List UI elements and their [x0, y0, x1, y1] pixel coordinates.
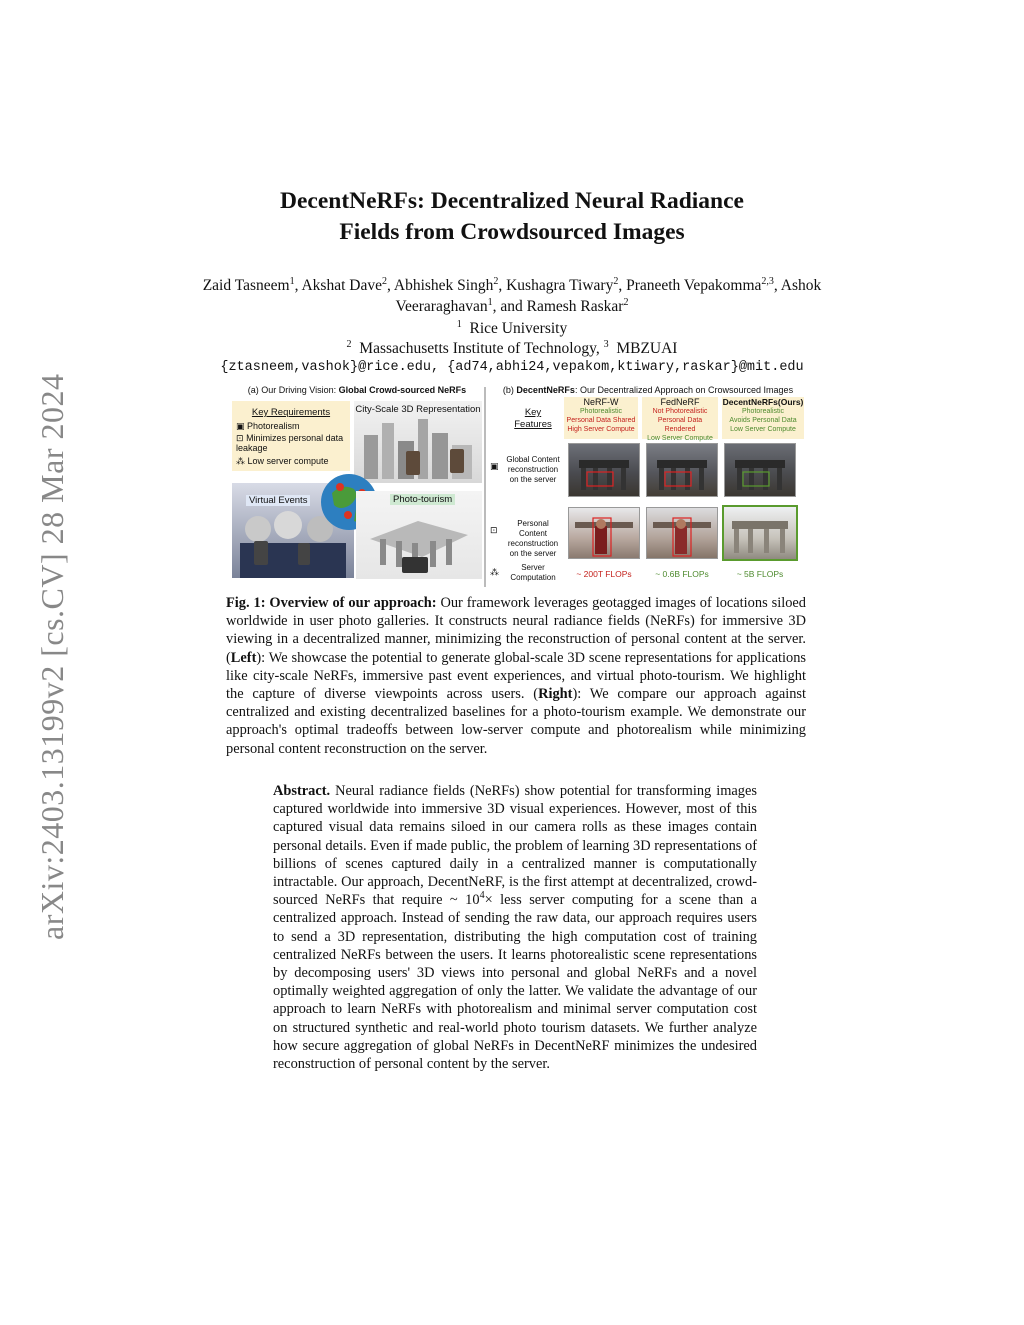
left-title-bold: Global Crowd-sourced NeRFs: [338, 385, 467, 395]
key-requirements-box: [232, 401, 350, 471]
caption-right-emphasis: Right: [538, 686, 573, 703]
image-icon: ▣: [490, 461, 499, 471]
nerfw-personal-render: [568, 507, 640, 559]
author-affil: 2: [613, 275, 619, 287]
fednerf-personal-render: [646, 507, 718, 559]
method-name: FedNeRF: [660, 397, 700, 407]
author: Ramesh Raskar: [526, 298, 624, 315]
author-affil: 2: [623, 296, 629, 308]
author: Akshat Dave: [301, 277, 382, 294]
affil-sup: 2: [346, 338, 352, 350]
nerfw-flops: ~ 200T FLOPs: [576, 569, 632, 579]
author-affil: 2: [493, 275, 499, 287]
title-line-2: Fields from Crowdsourced Images: [339, 219, 685, 245]
fednerf-global-render: [646, 443, 718, 497]
title-line-1: DecentNeRFs: Decentralized Neural Radiance: [280, 188, 744, 214]
method-feature: Low Server Compute: [730, 426, 796, 433]
paper-title: [0, 186, 1024, 248]
method-feature: High Server Compute: [567, 426, 635, 433]
gate-render-icon: [725, 444, 795, 496]
caption-text: Our framework leverages geotagged images of locations siloed worldwide in user photo galleries. It constructs neural radiance fields (NeRFs) for immersive 3D viewing in a decentralized manner, minimizing the reconstruction of personal content at the server. (: [226, 595, 806, 666]
abstract-exponent: 4: [479, 890, 485, 902]
author: Ashok Veeraraghavan: [395, 277, 822, 315]
right-title-rest: : Our Decentralized Approach on Crowsourced Images: [574, 385, 794, 395]
method-feature: Photorealistic: [741, 408, 785, 415]
author: Zaid Tasneem: [202, 277, 290, 294]
caption-text: ): We compare our approach against centralized and existing decentralized baselines for a photo-tourism example. We demonstrate our approach's optimal tradeoffs between low-server compute and photorealism while minimizing personal content reconstruction on the server.: [226, 686, 807, 757]
caption-left-emphasis: Left: [230, 649, 257, 666]
right-title-prefix: (b): [502, 385, 517, 395]
right-panel-title: [490, 385, 806, 395]
affil-sup: 3: [603, 338, 609, 350]
abstract-text: × less server computing for a scene than a centralized approach. Instead of sending the raw data, our approach requires users to send a 3D representation, distributing the high computation cost of training centralized NeRFs between the users. It learns photorealistic scene representations by decomposing users' 3D views into personal and global NeRFs and a novel optimally weighted aggregation of only the latter. We validate the advantage of our approach to learn NeRFs with photorealism and minimal server computation cost on structured synthetic and real-world photo tourism datasets. We further analyze how secure aggregation of global NeRFs in DecentNeRF minimizes the undesired reconstruction of personal content by the server.: [273, 892, 757, 1073]
image-icon: ▣: [236, 421, 245, 431]
author-emails: {ztasneem,vashok}@rice.edu, {ad74,abhi24,vepakom,ktiwary,raskar}@mit.edu: [220, 360, 804, 375]
affil-mit-name: Massachusetts Institute of Technology,: [359, 340, 600, 357]
photo-tourism-label: Photo-tourism: [390, 494, 455, 505]
author-affil: 2: [381, 275, 387, 287]
lock-icon: ⊡: [236, 433, 244, 443]
row-label-text: Server Computation: [510, 563, 556, 582]
abstract-text: Neural radiance fields (NeRFs) show potential for transforming images captured worldwide into immersive 3D visual experiences. However, most of this captured visual data remains siloed in our camera rolls as these images contain personal details. Even if made public, the problem of learning 3D representations of billions of scenes captured daily in a centralized manner is computationally intractable. Our approach, DecentNeRF, is the first attempt at decentralized, crowd-sourced NeRFs that require ~ 10: [273, 783, 757, 909]
photo-tourism-image: [356, 491, 482, 579]
affiliation-mit-mbzuai: [0, 340, 1024, 358]
method-feature: Personal Data Rendered: [657, 417, 703, 433]
abstract-label: Abstract.: [273, 783, 331, 799]
method-header-nerfw: [564, 397, 638, 439]
person-render-icon: [569, 508, 639, 558]
requirement-text: Photorealism: [247, 421, 300, 431]
method-name: NeRF-W: [583, 397, 619, 407]
right-title-bold: DecentNeRFs: [516, 385, 575, 395]
figure-1: [228, 383, 806, 588]
author-affil: 1: [289, 275, 295, 287]
ours-global-render: [724, 443, 796, 497]
key-features-label: Key Features: [514, 407, 552, 430]
affil-mbzuai-name: MBZUAI: [616, 340, 678, 357]
lock-icon: ⊡: [490, 525, 498, 535]
author-affil: 2,3: [761, 275, 774, 287]
caption-text: ): We showcase the potential to generate global-scale 3D scene representations for applications like city-scale NeRFs, immersive past event experiences, and virtual photo-tourism. We highlight the capture of diverse viewpoints across users. (: [226, 649, 806, 703]
method-name: DecentNeRFs(Ours): [722, 397, 804, 407]
author: Praneeth Vepakomma: [626, 277, 762, 294]
gate-render-icon: [569, 444, 639, 496]
requirement-data-leakage: [236, 433, 344, 453]
affil-rice-name: Rice University: [469, 320, 568, 337]
ours-flops: ~ 5B FLOPs: [736, 569, 784, 579]
method-feature: Personal Data Shared: [566, 417, 636, 424]
method-feature: Low Server Compute: [647, 435, 713, 442]
arxiv-identifier: arXiv:2403.13199v2 [cs.CV] 28 Mar 2024: [34, 373, 70, 940]
method-feature: Photorealistic: [579, 408, 623, 415]
caption-heading: Overview of our approach:: [269, 595, 437, 611]
affiliation-rice: [0, 320, 1024, 338]
requirement-server: [236, 456, 329, 466]
requirement-text: Minimizes personal data leakage: [236, 433, 344, 453]
author-affil: 1: [487, 296, 493, 308]
ours-personal-render: [722, 505, 798, 561]
figure-caption: [226, 594, 806, 758]
person-render-icon: [647, 508, 717, 558]
author: Abhishek Singh: [393, 277, 494, 294]
row-label-text: Global Content reconstruction on the server: [506, 455, 560, 484]
network-icon: ⁂: [490, 567, 499, 577]
nerfw-global-render: [568, 443, 640, 497]
row-label-personal: [490, 519, 562, 559]
row-label-global: [490, 455, 562, 485]
left-panel-title: [230, 385, 484, 395]
author: Kushagra Tiwary: [506, 277, 614, 294]
left-title-prefix: (a) Our Driving Vision:: [247, 385, 339, 395]
row-label-text: Personal Content reconstruction on the server: [507, 519, 559, 558]
gate-render-icon: [647, 444, 717, 496]
author-list: Zaid Tasneem$^1$, Akshat Dave$^2$, Abhishek Singh$^2$, Kushagra Tiwary$^2$, Praneeth Vepakomma$^{2,3}$, Ashok Veeraraghavan$^1$, and Ramesh Raskar$^2$: [202, 275, 822, 315]
city-label: City-Scale 3D Representation: [355, 404, 481, 415]
requirement-text: Low server compute: [247, 456, 329, 466]
fednerf-flops: ~ 0.6B FLOPs: [655, 569, 709, 579]
figure-divider: [484, 387, 486, 587]
abstract: [273, 782, 757, 1073]
caption-label: Fig. 1:: [226, 595, 266, 611]
network-icon: ⁂: [236, 456, 245, 466]
affil-sup: 1: [456, 318, 462, 330]
method-feature: Avoids Personal Data: [729, 417, 797, 424]
key-requirements-heading: Key Requirements: [251, 407, 331, 418]
method-feature: Not Photorealistic: [652, 408, 708, 415]
method-header-ours: [722, 397, 804, 439]
row-label-server: [490, 563, 562, 583]
requirement-photorealism: [236, 421, 300, 431]
method-header-fednerf: [642, 397, 718, 442]
gate-render-icon: [724, 507, 796, 559]
virtual-events-label: Virtual Events: [246, 495, 310, 506]
